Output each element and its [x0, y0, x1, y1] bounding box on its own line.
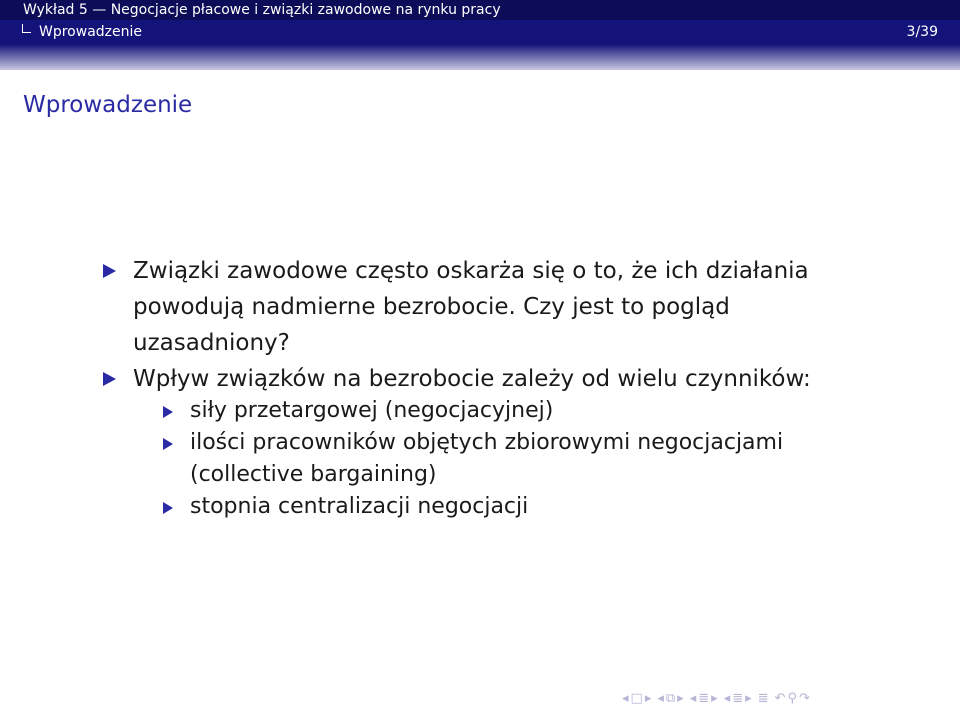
section-name: Wprowadzenie	[39, 24, 142, 40]
frame-icon[interactable]: □	[630, 691, 643, 706]
bullet-text: Wpływ związków na bezrobocie zależy od wielu czynników:	[133, 366, 811, 392]
sub-item-text: ilości pracowników objętych zbiorowymi negocjacjami (collective bargaining)	[190, 430, 784, 487]
headline	[0, 0, 960, 70]
document-icon[interactable]: ≣	[757, 691, 769, 706]
bullet-item-1	[100, 253, 870, 361]
page-number: 3/39	[906, 24, 938, 40]
appendix-icon[interactable]: ≣	[732, 691, 744, 706]
sub-list	[160, 395, 870, 523]
section-next-icon[interactable]: ▸	[711, 691, 718, 706]
appendix-nav	[724, 691, 752, 707]
forward-icon[interactable]: ↷	[799, 691, 810, 706]
section-bar	[0, 20, 960, 45]
triangle-bullet-icon	[163, 438, 173, 450]
bullet-item-2	[100, 361, 870, 397]
frame-title: Wprowadzenie	[23, 92, 193, 118]
section-link[interactable]	[22, 20, 142, 45]
sub-item-3	[160, 491, 870, 523]
sub-item-text: stopnia centralizacji negocjacji	[190, 494, 529, 519]
sub-item-text: siły przetargowej (negocjacyjnej)	[190, 398, 554, 423]
triangle-bullet-icon	[163, 406, 173, 418]
search-nav	[775, 691, 810, 707]
appendix-next-icon[interactable]: ▸	[745, 691, 752, 706]
subsection-next-icon[interactable]: ▸	[677, 691, 684, 706]
beamer-navigation-bar	[622, 690, 810, 708]
triangle-bullet-icon	[103, 264, 116, 278]
lecture-title[interactable]: Wykład 5 — Negocjacje płacowe i związki zawodowe na rynku pracy	[23, 2, 501, 18]
triangle-bullet-icon	[163, 502, 173, 514]
search-icon[interactable]: ⚲	[787, 691, 797, 706]
lecture-title-bar	[0, 0, 960, 20]
slide-content	[100, 253, 870, 523]
subsection-icon[interactable]: ⧉	[665, 691, 676, 706]
section-nav	[690, 691, 718, 707]
frame-nav	[622, 691, 651, 707]
section-prev-icon[interactable]: ◂	[689, 691, 697, 706]
frame-next-icon[interactable]: ▸	[644, 691, 652, 706]
frame-prev-icon[interactable]: ◂	[622, 691, 629, 706]
subsection-nav	[657, 691, 683, 707]
header-gradient	[0, 45, 960, 70]
subsection-prev-icon[interactable]: ◂	[657, 691, 664, 706]
sub-item-1	[160, 395, 870, 427]
bullet-text: Związki zawodowe często oskarża się o to, że ich działania powodują nadmierne bezrobocie. Czy jest to pogląd uzasadniony?	[133, 258, 809, 356]
subsection-corner-icon	[22, 24, 31, 33]
doc-nav	[758, 691, 769, 707]
sub-item-2	[160, 427, 870, 491]
section-icon[interactable]: ≣	[698, 691, 710, 706]
triangle-bullet-icon	[103, 372, 116, 386]
appendix-prev-icon[interactable]: ◂	[723, 691, 731, 706]
back-icon[interactable]: ↶	[774, 691, 786, 706]
